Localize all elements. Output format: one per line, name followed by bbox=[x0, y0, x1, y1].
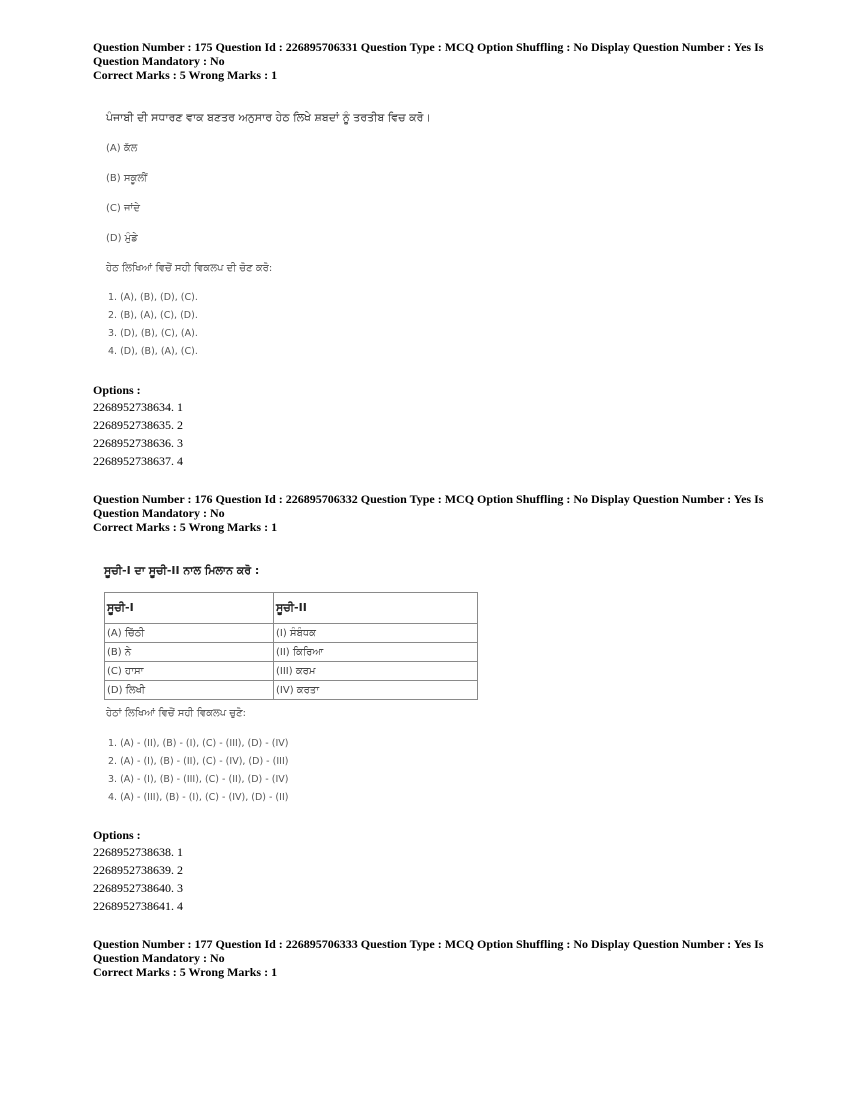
question-175-header bbox=[93, 40, 793, 82]
table-row bbox=[105, 681, 478, 700]
word-item: (C) ਜਾਂਦੇ bbox=[106, 203, 140, 214]
table-cell: (C) ਹਾਸਾ bbox=[105, 662, 274, 681]
table-cell: (II) ਕਿਰਿਆ bbox=[274, 643, 478, 662]
option-item: 2268952738636. 3 bbox=[93, 436, 183, 450]
table-row bbox=[105, 624, 478, 643]
question-meta-line: Question Number : 176 Question Id : 226895706332 Question Type : MCQ Option Shuffling : No Display Question Number : Yes Is bbox=[93, 492, 764, 506]
table-cell: (D) ਲਿਖੀ bbox=[105, 681, 274, 700]
question-instruction: ਹੇਠਾਂ ਲਿਖਿਆਂ ਵਿਚੋਂ ਸਹੀ ਵਿਕਲਪ ਚੁਣੋ: bbox=[106, 708, 247, 719]
table-header-cell: ਸੂਚੀ-II bbox=[274, 593, 478, 624]
choice-item: 2. (B), (A), (C), (D). bbox=[108, 310, 198, 321]
table-cell: (B) ਨੇ bbox=[105, 643, 274, 662]
word-item: (D) ਮੁੰਡੇ bbox=[106, 233, 138, 244]
question-prompt: ਪੰਜਾਬੀ ਦੀ ਸਧਾਰਣ ਵਾਕ ਬਣਤਰ ਅਨੁਸਾਰ ਹੇਠ ਲਿਖੇ ਸ਼ਬਦਾਂ ਨੂੰ ਤਰਤੀਬ ਵਿਚ ਕਰੋ। bbox=[106, 111, 431, 124]
options-section bbox=[93, 827, 793, 915]
table-cell: (A) ਚਿੱਠੀ bbox=[105, 624, 274, 643]
question-177-header bbox=[93, 937, 793, 979]
table-row bbox=[105, 643, 478, 662]
choice-item: 3. (A) - (I), (B) - (III), (C) - (II), (D) - (IV) bbox=[108, 774, 289, 785]
question-marks: Correct Marks : 5 Wrong Marks : 1 bbox=[93, 68, 278, 82]
choice-item: 4. (D), (B), (A), (C). bbox=[108, 346, 198, 357]
question-meta-line: Question Number : 175 Question Id : 226895706331 Question Type : MCQ Option Shuffling : No Display Question Number : Yes Is bbox=[93, 40, 764, 54]
table-row bbox=[105, 662, 478, 681]
options-label: Options : bbox=[93, 828, 141, 842]
option-item: 2268952738637. 4 bbox=[93, 454, 183, 468]
table-header-cell: ਸੂਚੀ-I bbox=[105, 593, 274, 624]
question-marks: Correct Marks : 5 Wrong Marks : 1 bbox=[93, 965, 278, 979]
option-item: 2268952738634. 1 bbox=[93, 400, 183, 414]
options-label: Options : bbox=[93, 383, 141, 397]
choice-item: 4. (A) - (III), (B) - (I), (C) - (IV), (D) - (II) bbox=[108, 792, 289, 803]
option-item: 2268952738640. 3 bbox=[93, 881, 183, 895]
question-mandatory: Question Mandatory : No bbox=[93, 54, 225, 68]
question-prompt: ਸੂਚੀ-I ਦਾ ਸੂਚੀ-II ਨਾਲ ਮਿਲਾਨ ਕਰੋ : bbox=[104, 564, 260, 577]
choice-item: 1. (A), (B), (D), (C). bbox=[108, 292, 198, 303]
table-header-row bbox=[105, 593, 478, 624]
option-item: 2268952738635. 2 bbox=[93, 418, 183, 432]
word-item: (A) ਕੱਲ bbox=[106, 143, 138, 154]
match-table bbox=[104, 592, 478, 700]
question-marks: Correct Marks : 5 Wrong Marks : 1 bbox=[93, 520, 278, 534]
table-cell: (III) ਕਰਮ bbox=[274, 662, 478, 681]
option-item: 2268952738638. 1 bbox=[93, 845, 183, 859]
question-meta-line: Question Number : 177 Question Id : 226895706333 Question Type : MCQ Option Shuffling : No Display Question Number : Yes Is bbox=[93, 937, 764, 951]
word-item: (B) ਸਕੂਲੀਂ bbox=[106, 173, 148, 184]
options-section bbox=[93, 382, 793, 470]
question-instruction: ਹੇਠ ਲਿਖਿਆਂ ਵਿਚੋਂ ਸਹੀ ਵਿਕਲਪ ਦੀ ਚੋਣ ਕਰੋ: bbox=[106, 263, 273, 274]
option-item: 2268952738639. 2 bbox=[93, 863, 183, 877]
table-cell: (IV) ਕਰਤਾ bbox=[274, 681, 478, 700]
table-cell: (I) ਸੰਬੰਧਕ bbox=[274, 624, 478, 643]
question-176-header bbox=[93, 492, 793, 534]
choice-item: 1. (A) - (II), (B) - (I), (C) - (III), (D) - (IV) bbox=[108, 738, 289, 749]
option-item: 2268952738641. 4 bbox=[93, 899, 183, 913]
question-mandatory: Question Mandatory : No bbox=[93, 951, 225, 965]
choice-item: 3. (D), (B), (C), (A). bbox=[108, 328, 198, 339]
choice-item: 2. (A) - (I), (B) - (II), (C) - (IV), (D) - (III) bbox=[108, 756, 289, 767]
question-mandatory: Question Mandatory : No bbox=[93, 506, 225, 520]
